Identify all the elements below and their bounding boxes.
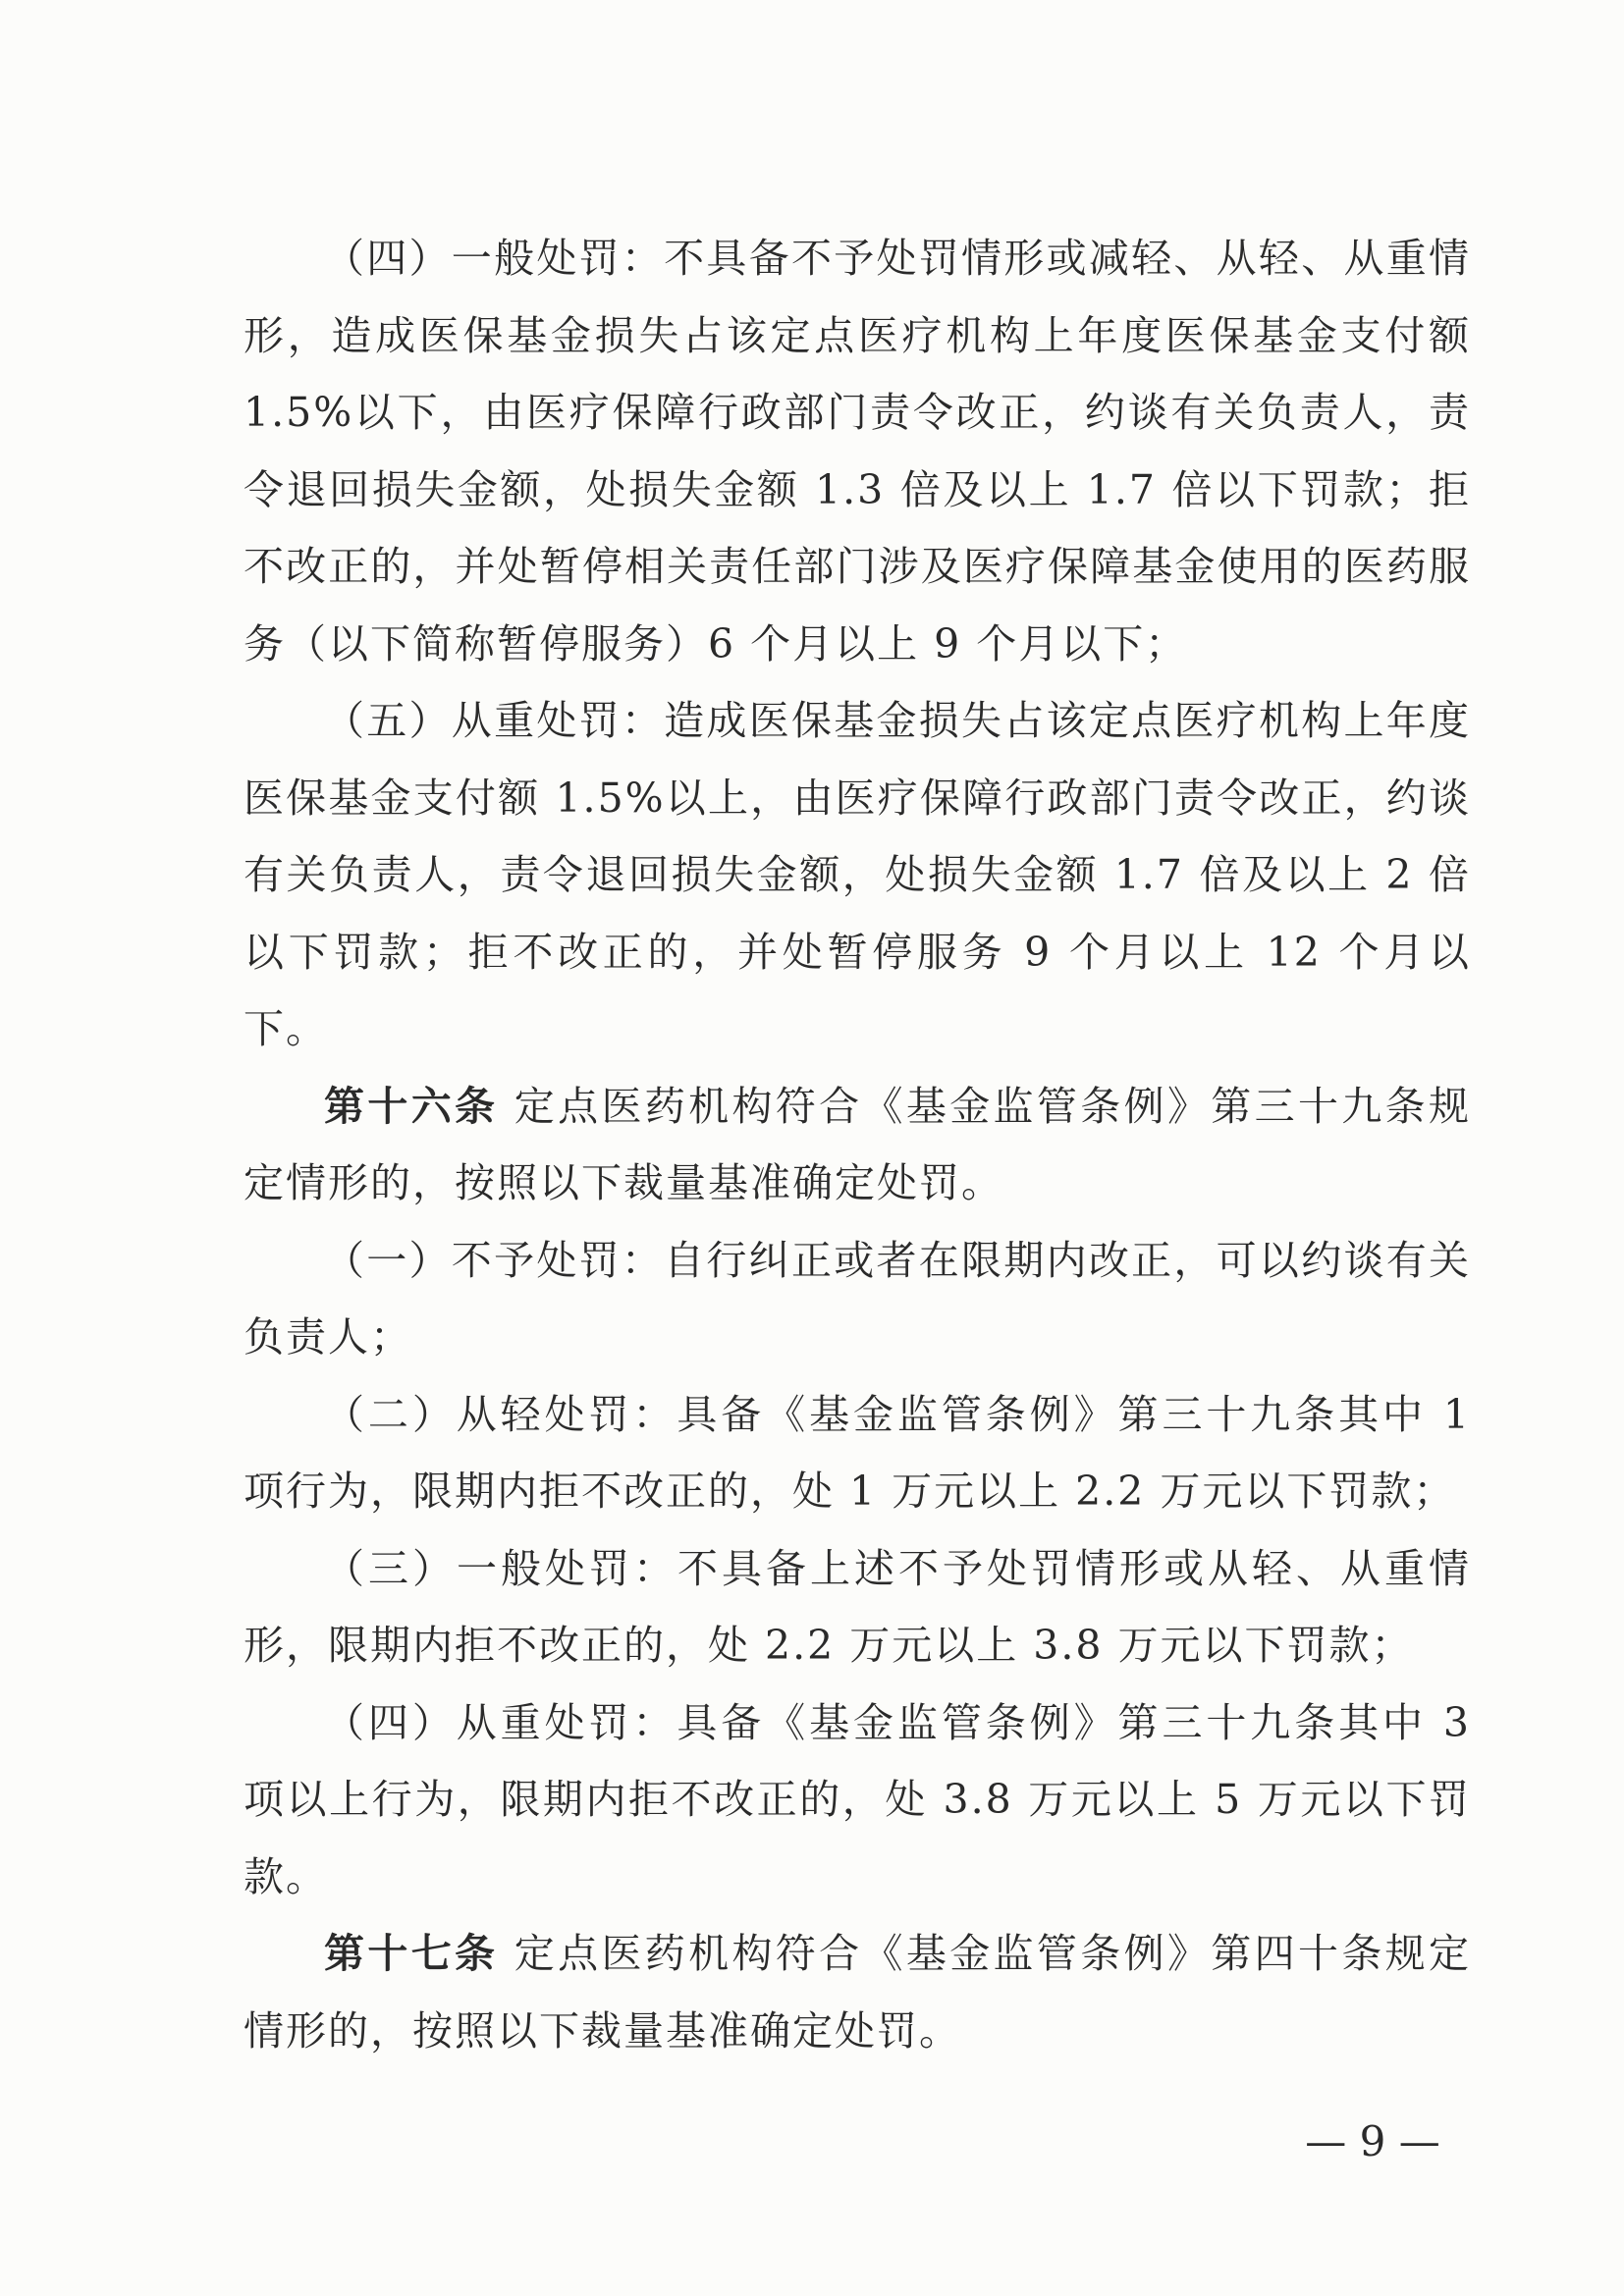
- document-body: [244, 220, 1471, 2069]
- paragraph-general-penalty-4: [244, 220, 1471, 682]
- page-number: — 9 —: [1305, 2117, 1440, 2165]
- paragraph-article-17: [244, 1915, 1471, 2069]
- paragraph-text: （四）一般处罚：不具备不予处罚情形或减轻、从轻、从重情形，造成医保基金损失占该定点医疗机构上年度医保基金支付额 1.5%以下，由医疗保障行政部门责令改正，约谈有关负责人，责令退回损失金额，处损失金额 1.3 倍及以上 1.7 倍以下罚款；拒不改正的，并处暂停相关责任部门涉及医疗保障基金使用的医药服务（以下简称暂停服务）6 个月以上 9 个月以下；: [244, 235, 1471, 667]
- article-17-heading: 第十七条: [324, 1930, 499, 1977]
- paragraph-text: （二）从轻处罚：具备《基金监管条例》第三十九条其中 1 项行为，限期内拒不改正的，处 1 万元以上 2.2 万元以下罚款；: [244, 1390, 1471, 1515]
- paragraph-article-16: [244, 1068, 1471, 1222]
- paragraph-text: （四）从重处罚：具备《基金监管条例》第三十九条其中 3 项以上行为，限期内拒不改正的，处 3.8 万元以上 5 万元以下罚款。: [244, 1698, 1471, 1900]
- paragraph-heavier-penalty-4: [244, 1684, 1471, 1916]
- paragraph-lighter-penalty-2: [244, 1376, 1471, 1530]
- paragraph-general-penalty-3: [244, 1530, 1471, 1684]
- paragraph-no-penalty-1: [244, 1222, 1471, 1376]
- article-16-heading: 第十六条: [324, 1082, 499, 1130]
- paragraph-text: （一）不予处罚：自行纠正或者在限期内改正，可以约谈有关负责人；: [244, 1236, 1471, 1361]
- paragraph-heavier-penalty-5: [244, 682, 1471, 1068]
- paragraph-text: 定点医药机构符合《基金监管条例》第四十条规定情形的，按照以下裁量基准确定处罚。: [244, 1930, 1472, 2055]
- paragraph-text: （五）从重处罚：造成医保基金损失占该定点医疗机构上年度医保基金支付额 1.5%以上，由医疗保障行政部门责令改正，约谈有关负责人，责令退回损失金额，处损失金额 1.7 倍及以上 2 倍以下罚款；拒不改正的，并处暂停服务 9 个月以上 12 个月以下。: [244, 697, 1471, 1052]
- paragraph-text: 定点医药机构符合《基金监管条例》第三十九条规定情形的，按照以下裁量基准确定处罚。: [244, 1082, 1472, 1206]
- paragraph-text: （三）一般处罚：不具备上述不予处罚情形或从轻、从重情形，限期内拒不改正的，处 2.2 万元以上 3.8 万元以下罚款；: [244, 1544, 1471, 1669]
